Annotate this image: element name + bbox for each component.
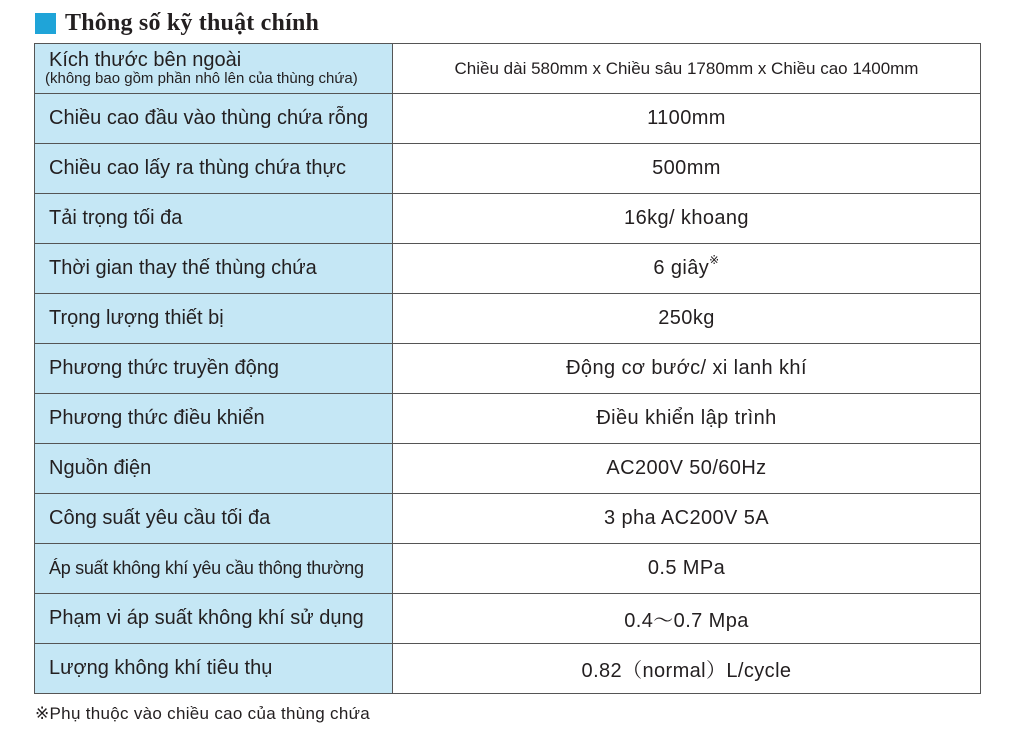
table-row: [35, 344, 981, 394]
row-value: AC200V 50/60Hz: [393, 444, 981, 494]
table-row: [35, 544, 981, 594]
row-value: [393, 244, 981, 294]
row-label: Trọng lượng thiết bị: [35, 294, 393, 344]
row-value: 0.5 MPa: [393, 544, 981, 594]
title-square-icon: [35, 13, 56, 34]
row-value-text: 6 giây: [653, 257, 710, 279]
table-row: [35, 194, 981, 244]
row-label: Chiều cao lấy ra thùng chứa thực: [35, 144, 393, 194]
table-row: [35, 494, 981, 544]
row-value: 1100mm: [393, 94, 981, 144]
row-label: Phương thức điều khiển: [35, 394, 393, 444]
row-label: Phương thức truyền động: [35, 344, 393, 394]
table-row: [35, 294, 981, 344]
row-value: 500mm: [393, 144, 981, 194]
row-label: Tải trọng tối đa: [35, 194, 393, 244]
table-row: [35, 444, 981, 494]
table-row: [35, 44, 981, 94]
table-row: [35, 94, 981, 144]
table-row: [35, 594, 981, 644]
row-label: [35, 44, 393, 94]
spec-table: [34, 43, 981, 694]
row-label: Nguồn điện: [35, 444, 393, 494]
row-label: Thời gian thay thế thùng chứa: [35, 244, 393, 294]
row-value: 0.82（normal）L/cycle: [393, 644, 981, 694]
row-label: Công suất yêu cầu tối đa: [35, 494, 393, 544]
row-label-subtext: (không bao gồm phần nhô lên của thùng chứa): [45, 69, 358, 87]
page-title: Thông số kỹ thuật chính: [65, 9, 320, 36]
table-row: [35, 144, 981, 194]
row-label-text: Kích thước bên ngoài: [49, 48, 242, 71]
row-value: Động cơ bước/ xi lanh khí: [393, 344, 981, 394]
table-row: [35, 644, 981, 694]
table-row: [35, 244, 981, 294]
row-value: 0.4〜0.7 Mpa: [393, 594, 981, 644]
note-mark: ※: [709, 253, 720, 267]
row-value: 16kg/ khoang: [393, 194, 981, 244]
row-value: Chiều dài 580mm x Chiều sâu 1780mm x Chiều cao 1400mm: [393, 44, 981, 94]
row-value: Điều khiển lập trình: [393, 394, 981, 444]
section-header: [35, 8, 319, 38]
row-label: Chiều cao đầu vào thùng chứa rỗng: [35, 94, 393, 144]
row-label: Phạm vi áp suất không khí sử dụng: [35, 594, 393, 644]
table-row: [35, 394, 981, 444]
row-label: Áp suất không khí yêu cầu thông thường: [35, 544, 393, 594]
row-value: 250kg: [393, 294, 981, 344]
footnote: ※Phụ thuộc vào chiều cao của thùng chứa: [35, 704, 371, 723]
row-label: Lượng không khí tiêu thụ: [35, 644, 393, 694]
row-value: 3 pha AC200V 5A: [393, 494, 981, 544]
